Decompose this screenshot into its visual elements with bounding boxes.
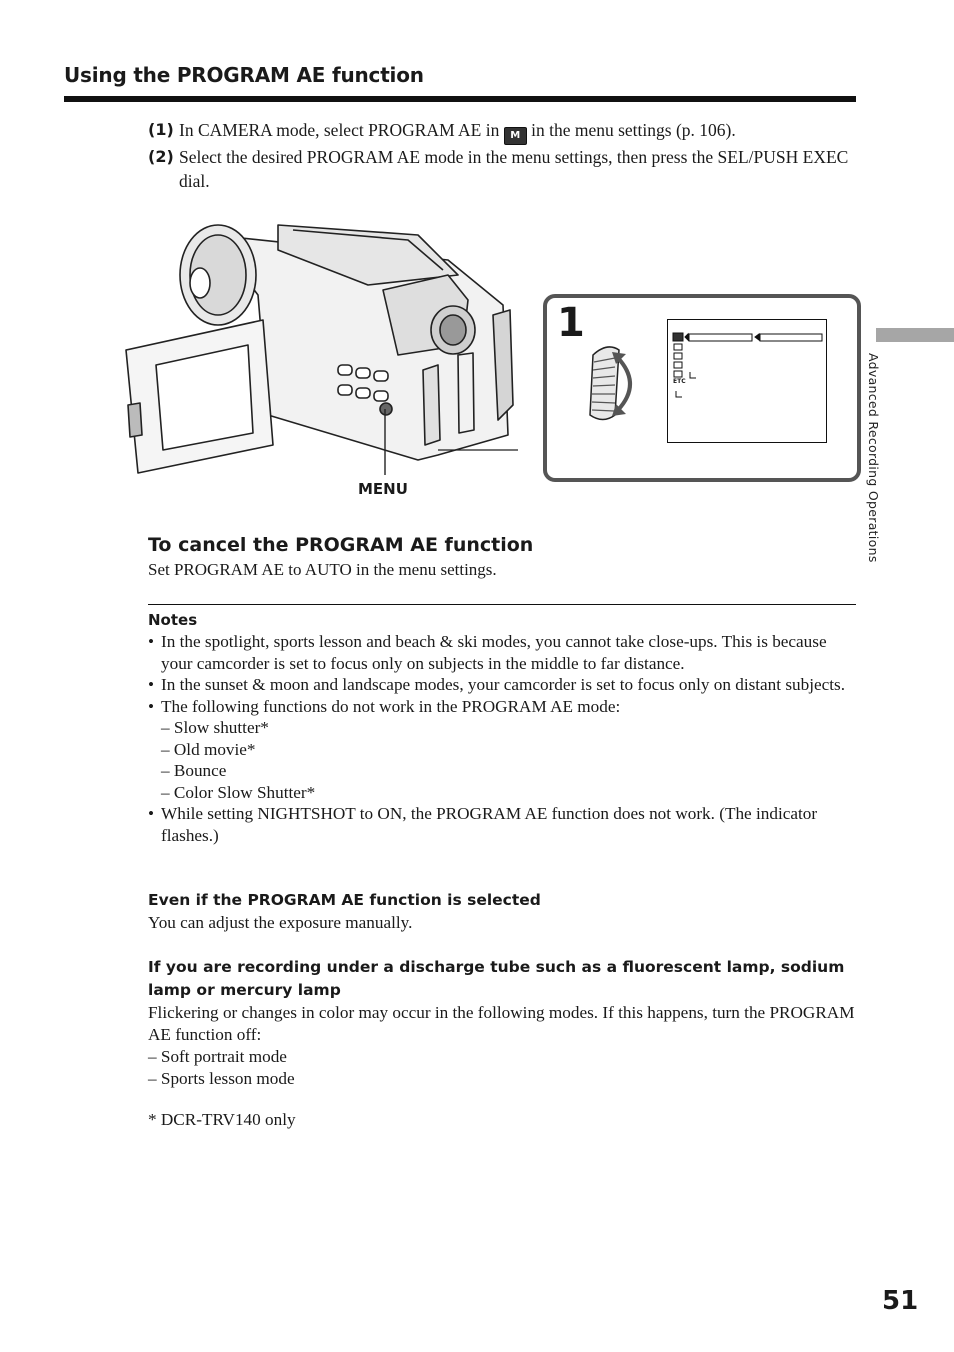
discharge-text: Flickering or changes in color may occur in the following modes. If this happens, turn the PROGRAM AE function off: [148,1003,855,1044]
discharge-item: – Sports lesson mode [148,1069,295,1088]
exposure-title: Even if the PROGRAM AE function is selected [148,891,541,909]
step-text: In CAMERA mode, select PROGRAM AE in M in the menu settings (p. 106). [179,118,858,145]
footnote: * DCR-TRV140 only [148,1110,296,1129]
cancel-text: Set PROGRAM AE to AUTO in the menu settings. [148,560,497,579]
notes-divider [148,604,856,605]
rotate-arrow-icon [608,348,644,420]
lcd-menu-screen [667,319,827,443]
panel-number: 1 [557,300,585,346]
note-subitem: – Old movie* [161,739,256,759]
step-number: (1) [148,120,174,139]
lcd-etc-label: ETC [673,378,686,385]
exposure-section [148,889,860,934]
camcorder-illustration-icon [118,205,518,485]
page-number: 51 [882,1286,919,1316]
step-2 [148,145,858,193]
note-item: • In the spotlight, sports lesson and beach & ski modes, you cannot take close-ups. This is because your camcorder is set to focus only on subjects in the middle to far distance. [148,632,827,673]
discharge-section [148,956,860,1090]
note-subitem: – Color Slow Shutter* [161,782,316,802]
discharge-title: If you are recording under a discharge tube such as a fluorescent lamp, sodium lamp or mercury lamp [148,958,845,999]
cancel-title: To cancel the PROGRAM AE function [148,534,534,556]
bullet-icon: • [148,696,155,716]
step-number: (2) [148,147,174,166]
bullet-icon: • [148,675,155,694]
step-text: Select the desired PROGRAM AE mode in the menu settings, then press the SEL/PUSH EXEC dial. [179,147,849,191]
section-title: Using the PROGRAM AE function [64,63,424,87]
note-subitem: – Bounce [161,761,227,780]
notes-section [148,609,860,846]
exposure-text: You can adjust the exposure manually. [148,913,413,932]
side-tab-label: Advanced Recording Operations [866,353,881,563]
side-tab-bar [876,328,954,342]
steps-list [148,118,858,193]
bullet-icon: • [148,804,155,823]
title-rule [64,96,856,102]
note-subitem: – Slow shutter* [161,718,269,737]
lcd-menu-icons [668,320,826,442]
bullet-icon: • [148,632,155,651]
discharge-item: – Soft portrait mode [148,1047,287,1066]
step-1 [148,118,858,145]
notes-title: Notes [148,611,198,629]
manual-menu-icon: M [504,127,527,145]
menu-button-label: MENU [358,480,408,498]
note-item: • The following functions do not work in the PROGRAM AE mode: [148,696,621,716]
note-item: • While setting NIGHTSHOT to ON, the PROGRAM AE function does not work. (The indicator flashes.) [148,804,818,845]
note-item: • In the sunset & moon and landscape modes, your camcorder is set to focus only on distant subjects. [148,675,846,694]
